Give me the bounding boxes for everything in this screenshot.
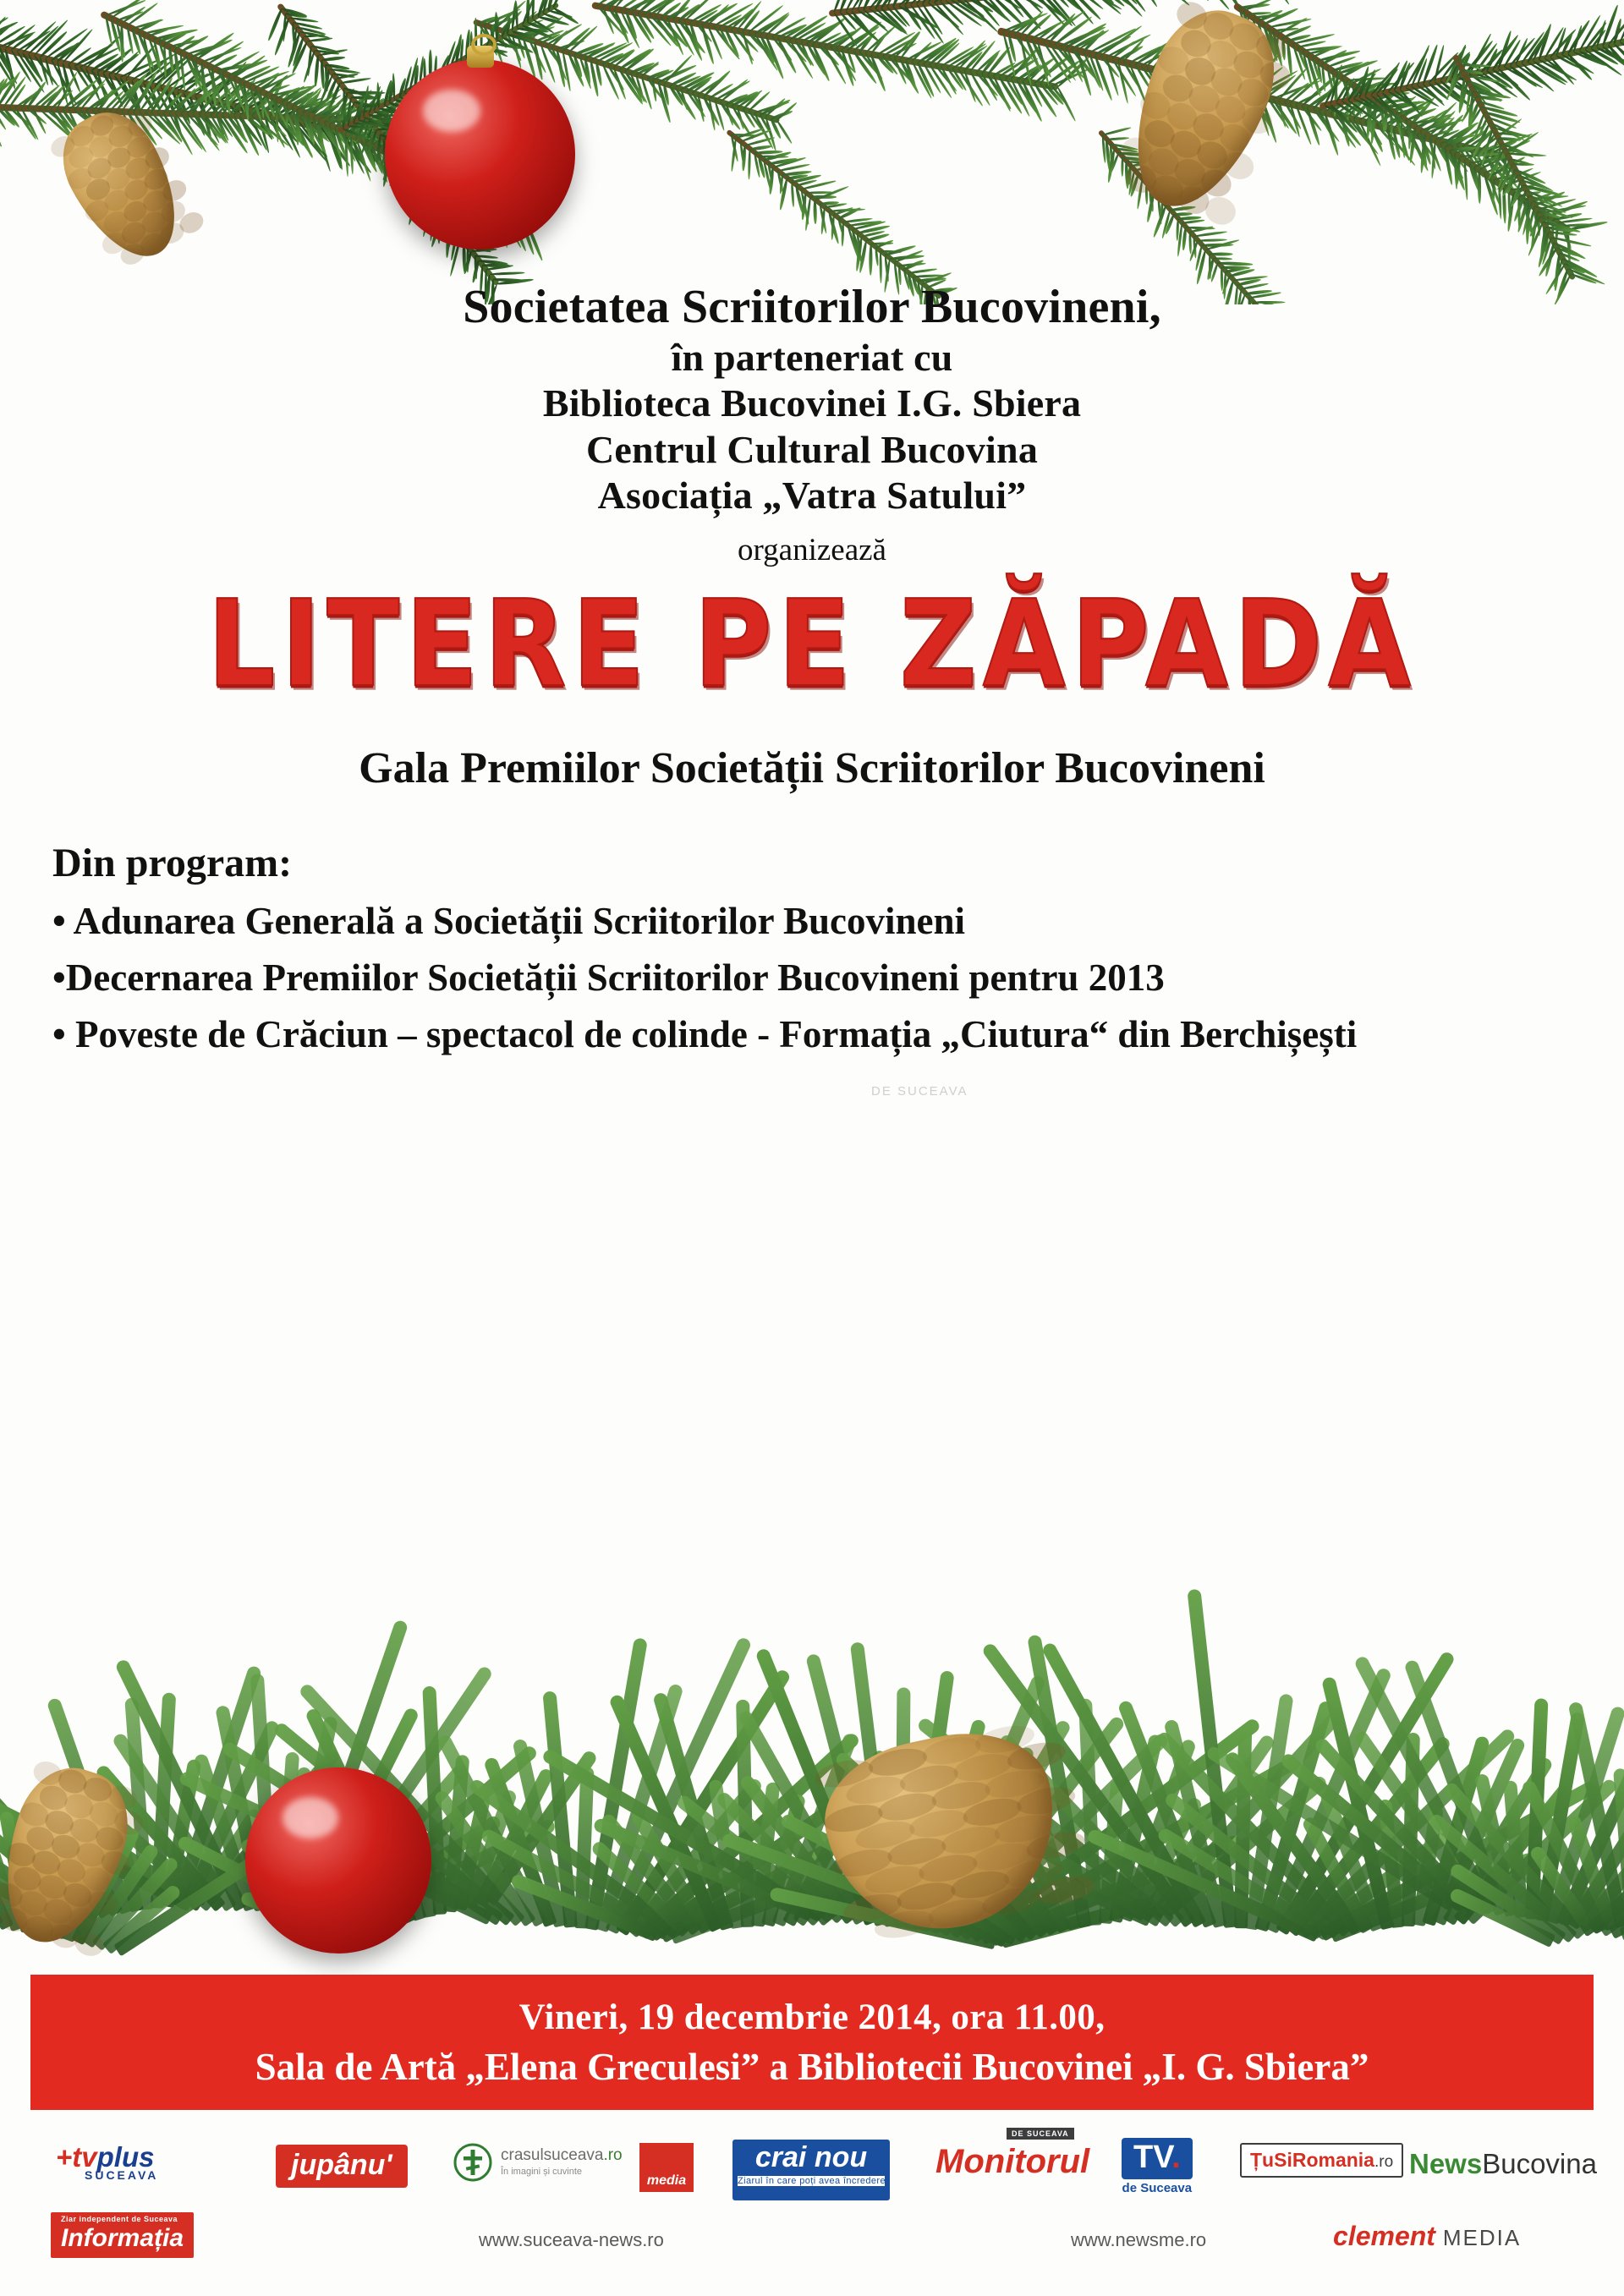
event-subtitle: Gala Premiilor Societății Scriitorilor Bucovineni bbox=[359, 743, 1265, 792]
program-heading: Din program: bbox=[52, 840, 293, 885]
newsbucovina-news: News bbox=[1409, 2148, 1483, 2179]
crasul-tagline: În imagini și cuvinte bbox=[501, 2167, 582, 2177]
tv-plus-sub: SUCEAVA bbox=[85, 2168, 159, 2182]
sponsor-strip bbox=[30, 2121, 1597, 2282]
crai-nou-tagline: Ziarul în care poți avea încredere bbox=[738, 2176, 886, 2187]
tv-dot: . bbox=[1171, 2140, 1181, 2175]
red-ornament-top bbox=[385, 59, 575, 249]
organizer-line-1: Societatea Scriitorilor Bucovineni, bbox=[463, 281, 1161, 333]
sponsor-newsme-url[interactable]: www.newsme.ro bbox=[1071, 2229, 1207, 2250]
pine-branch bbox=[725, 128, 943, 301]
monitorul-name: Monitorul bbox=[935, 2143, 1090, 2180]
sponsor-news-bucovina[interactable] bbox=[1409, 2148, 1597, 2180]
event-title: LITERE PE ZĂPADĂ bbox=[207, 574, 1417, 714]
informatia-name: Informația bbox=[61, 2224, 184, 2252]
program-item: •Decernarea Premiilor Societății Scriitorilor Bucovineni pentru 2013 bbox=[52, 956, 1165, 1000]
pine-cone-top-right bbox=[1108, 0, 1294, 226]
orthodox-cross-icon bbox=[453, 2143, 492, 2182]
crai-nou-name: crai nou bbox=[754, 2141, 868, 2173]
sponsor-crasul-suceava[interactable] bbox=[501, 2146, 623, 2177]
sponsor-jupanu[interactable]: jupânu' bbox=[276, 2145, 408, 2188]
ornament-highlight bbox=[423, 90, 480, 132]
crasul-name: crasulsuceava bbox=[501, 2146, 604, 2164]
organizer-line-2: în parteneriat cu bbox=[671, 336, 953, 380]
red-ornament-bottom bbox=[245, 1767, 431, 1954]
monitorul-hat: DE SUCEAVA bbox=[1007, 2128, 1074, 2140]
tusi-name: ȚuSiRomania bbox=[1250, 2149, 1374, 2171]
program-item: • Adunarea Generală a Societății Scriitorilor Bucovineni bbox=[52, 899, 966, 942]
organizer-line-5: Asociația „Vatra Satului” bbox=[597, 473, 1027, 517]
tv-plus-mark: +tv bbox=[56, 2141, 97, 2173]
tv-letters: TV bbox=[1133, 2140, 1172, 2175]
sponsor-informatia[interactable] bbox=[51, 2212, 194, 2258]
watermark-text: DE SUCEAVA bbox=[871, 1084, 968, 1099]
newsbucovina-bucovina: Bucovina bbox=[1482, 2148, 1597, 2179]
top-decoration-band bbox=[0, 0, 1624, 304]
sponsor-tv-plus-suceava[interactable] bbox=[56, 2141, 158, 2182]
organizer-line-4: Centrul Cultural Bucovina bbox=[585, 427, 1039, 471]
poster-content bbox=[0, 279, 1624, 1060]
program-section bbox=[0, 836, 1624, 1061]
tv-sub: de Suceava bbox=[1122, 2181, 1193, 2195]
sponsor-tusiromania[interactable] bbox=[1240, 2143, 1403, 2178]
crasul-domain: .ro bbox=[603, 2146, 623, 2164]
sponsor-media-box[interactable]: media bbox=[639, 2143, 694, 2192]
sponsor-clement-media[interactable] bbox=[1333, 2221, 1521, 2252]
clement-name: clement bbox=[1333, 2221, 1435, 2251]
organizer-line-3: Biblioteca Bucovinei I.G. Sbiera bbox=[542, 381, 1082, 425]
informatia-tagline: Ziar independent de Suceava bbox=[61, 2215, 178, 2223]
organizes-label: organizează bbox=[738, 533, 886, 568]
tv-plus-name: plus bbox=[96, 2141, 155, 2173]
sponsor-monitorul[interactable] bbox=[935, 2129, 1090, 2181]
event-venue: Sala de Artă „Elena Greculesi” a Bibliotecii Bucovinei „I. G. Sbiera” bbox=[255, 2045, 1369, 2088]
ornament-cap bbox=[467, 46, 494, 68]
tusi-domain: .ro bbox=[1374, 2153, 1394, 2171]
bottom-decoration-band bbox=[0, 1556, 1624, 1979]
sponsor-suceava-news-url[interactable]: www.suceava-news.ro bbox=[479, 2229, 664, 2250]
event-details-bar bbox=[30, 1975, 1594, 2110]
program-item: • Poveste de Crăciun – spectacol de colinde - Formația „Ciutura“ din Berchișești bbox=[52, 1013, 1358, 1056]
clement-media-word: MEDIA bbox=[1442, 2225, 1522, 2250]
sponsor-crai-nou[interactable] bbox=[732, 2140, 890, 2200]
sponsor-tv-de-suceava[interactable] bbox=[1122, 2138, 1193, 2195]
ornament-highlight-bottom bbox=[283, 1797, 338, 1838]
event-datetime: Vineri, 19 decembrie 2014, ora 11.00, bbox=[518, 1997, 1106, 2037]
tv-mark bbox=[1122, 2138, 1193, 2179]
